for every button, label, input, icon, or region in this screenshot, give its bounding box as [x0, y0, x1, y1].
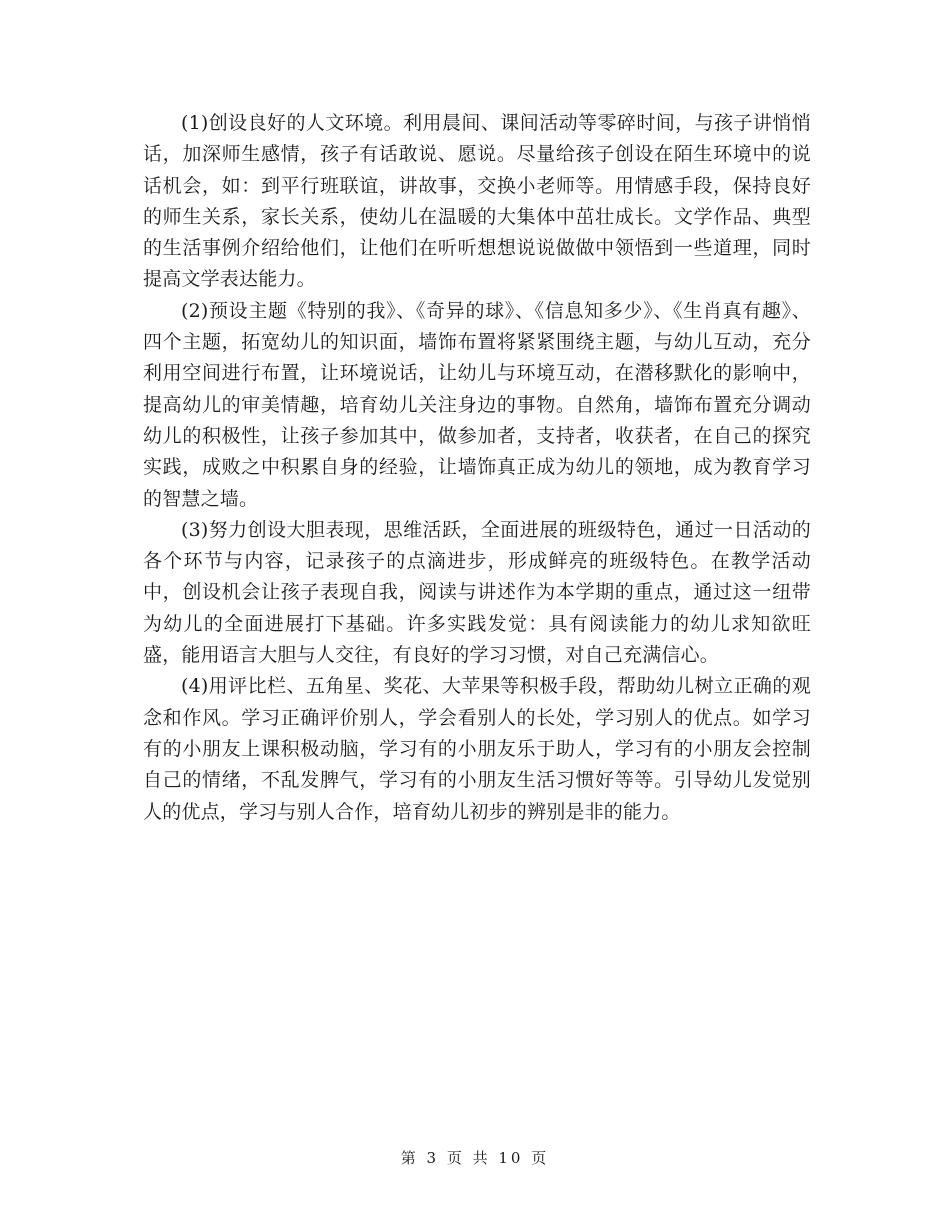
paragraph-4: (4)用评比栏、五角星、奖花、大苹果等积极手段，帮助幼儿树立正确的观念和作风。学习正确评价别人，学会看别人的长处，学习别人的优点。如学习有的小朋友上课积极动脑，学习有的小朋友乐于助人，学习有的小朋友会控制自己的情绪，不乱发脾气，学习有的小朋友生活习惯好等等。引导幼儿发觉别人的优点，学习与别人合作，培育幼儿初步的辨别是非的能力。	[143, 675, 811, 823]
paragraph-2: (2)预设主题《特别的我》、《奇异的球》、《信息知多少》、《生肖真有趣》、四个主题，拓宽幼儿的知识面，墙饰布置将紧紧围绕主题，与幼儿互动，充分利用空间进行布置，让环境说话，让幼儿与环境互动，在潜移默化的影响中，提高幼儿的审美情趣，培育幼儿关注身边的事物。自然角，墙饰布置充分调动幼儿的积极性，让孩子参加其中，做参加者，支持者，收获者，在自己的探究实践，成败之中积累自身的经验，让墙饰真正成为幼儿的领地，成为教育学习的智慧之墙。	[143, 299, 811, 510]
document-body	[143, 108, 811, 828]
paragraph-1: (1)创设良好的人文环境。利用晨间、课间活动等零碎时间，与孩子讲悄悄话，加深师生感情，孩子有话敢说、愿说。尽量给孩子创设在陌生环境中的说话机会，如：到平行班联谊，讲故事，交换小老师等。用情感手段，保持良好的师生关系，家长关系，使幼儿在温暖的大集体中茁壮成长。文学作品、典型的生活事例介绍给他们，让他们在听听想想说说做做中领悟到一些道理，同时提高文学表达能力。	[143, 112, 811, 291]
page-number-footer: 第 3 页 共 10 页	[400, 1149, 550, 1167]
paragraph-3: (3)努力创设大胆表现，思维活跃，全面进展的班级特色，通过一日活动的各个环节与内容，记录孩子的点滴进步，形成鲜亮的班级特色。在教学活动中，创设机会让孩子表现自我，阅读与讲述作为本学期的重点，通过这一纽带为幼儿的全面进展打下基础。许多实践发觉：具有阅读能力的幼儿求知欲旺盛，能用语言大胆与人交往，有良好的学习习惯，对自己充满信心。	[143, 518, 811, 667]
